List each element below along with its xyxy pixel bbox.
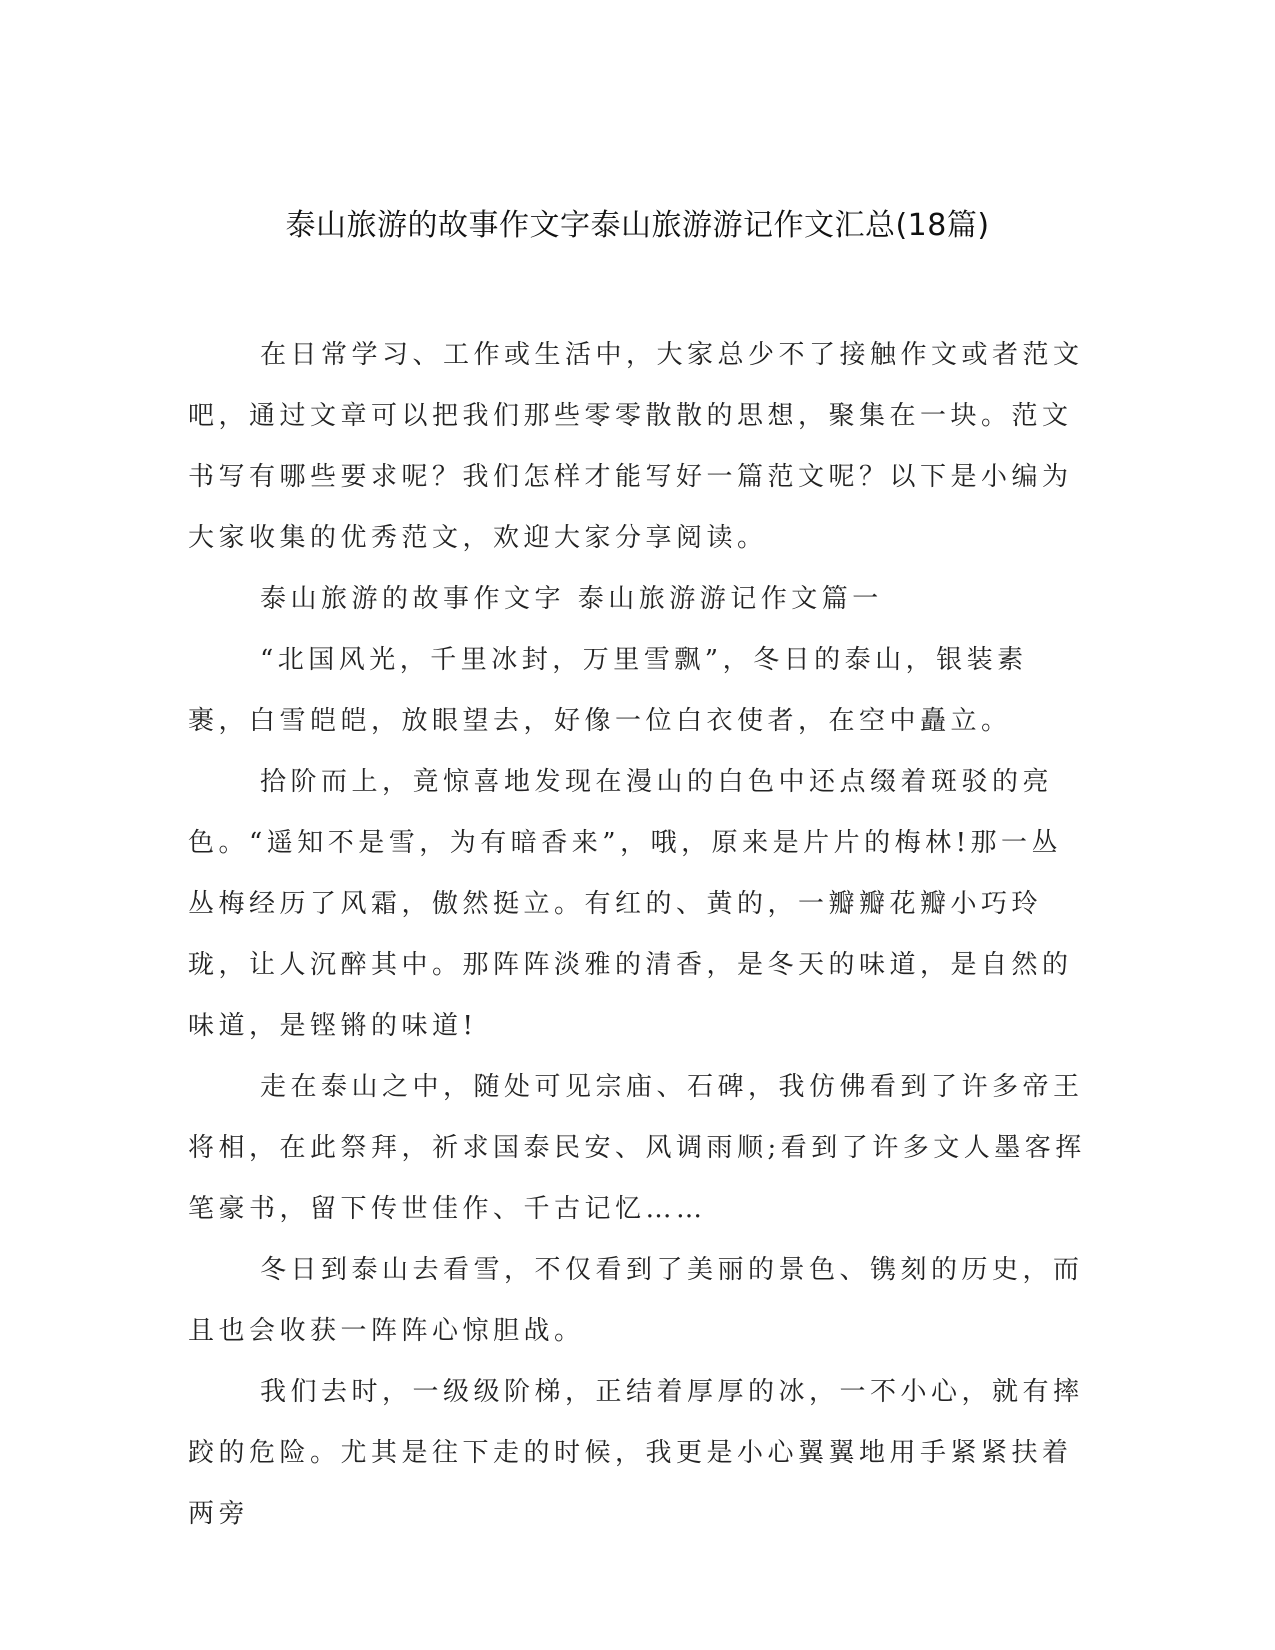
body-paragraph: 走在泰山之中，随处可见宗庙、石碑，我仿佛看到了许多帝王将相，在此祭拜，祈求国泰民安、风调雨顺;看到了许多文人墨客挥笔豪书，留下传世佳作、千古记忆…… (188, 1072, 1086, 1224)
document-body (188, 325, 1088, 1545)
body-paragraph: 拾阶而上，竟惊喜地发现在漫山的白色中还点缀着斑驳的亮色。“遥知不是雪，为有暗香来”，哦，原来是片片的梅林!那一丛丛梅经历了风霜，傲然挺立。有红的、黄的，一瓣瓣花瓣小巧玲珑，让人沉醉其中。那阵阵淡雅的清香，是冬天的味道，是自然的味道，是铿锵的味道! (188, 767, 1073, 1041)
section-heading: 泰山旅游的故事作文字 泰山旅游游记作文篇一 (260, 584, 883, 614)
body-paragraph: “北国风光，千里冰封，万里雪飘”，冬日的泰山，银装素裹，白雪皑皑，放眼望去，好像一位白衣使者，在空中矗立。 (188, 645, 1028, 736)
body-paragraph: 我们去时，一级级阶梯，正结着厚厚的冰，一不小心，就有摔跤的危险。尤其是往下走的时候，我更是小心翼翼地用手紧紧扶着两旁 (188, 1377, 1084, 1529)
intro-paragraph: 在日常学习、工作或生活中，大家总少不了接触作文或者范文吧，通过文章可以把我们那些零零散散的思想，聚集在一块。范文书写有哪些要求呢？我们怎样才能写好一篇范文呢？以下是小编为大家收集的优秀范文，欢迎大家分享阅读。 (188, 340, 1084, 553)
document-title: 泰山旅游的故事作文字泰山旅游游记作文汇总(18篇) (285, 208, 990, 243)
body-paragraph: 冬日到泰山去看雪，不仅看到了美丽的景色、镌刻的历史，而且也会收获一阵阵心惊胆战。 (188, 1255, 1084, 1346)
